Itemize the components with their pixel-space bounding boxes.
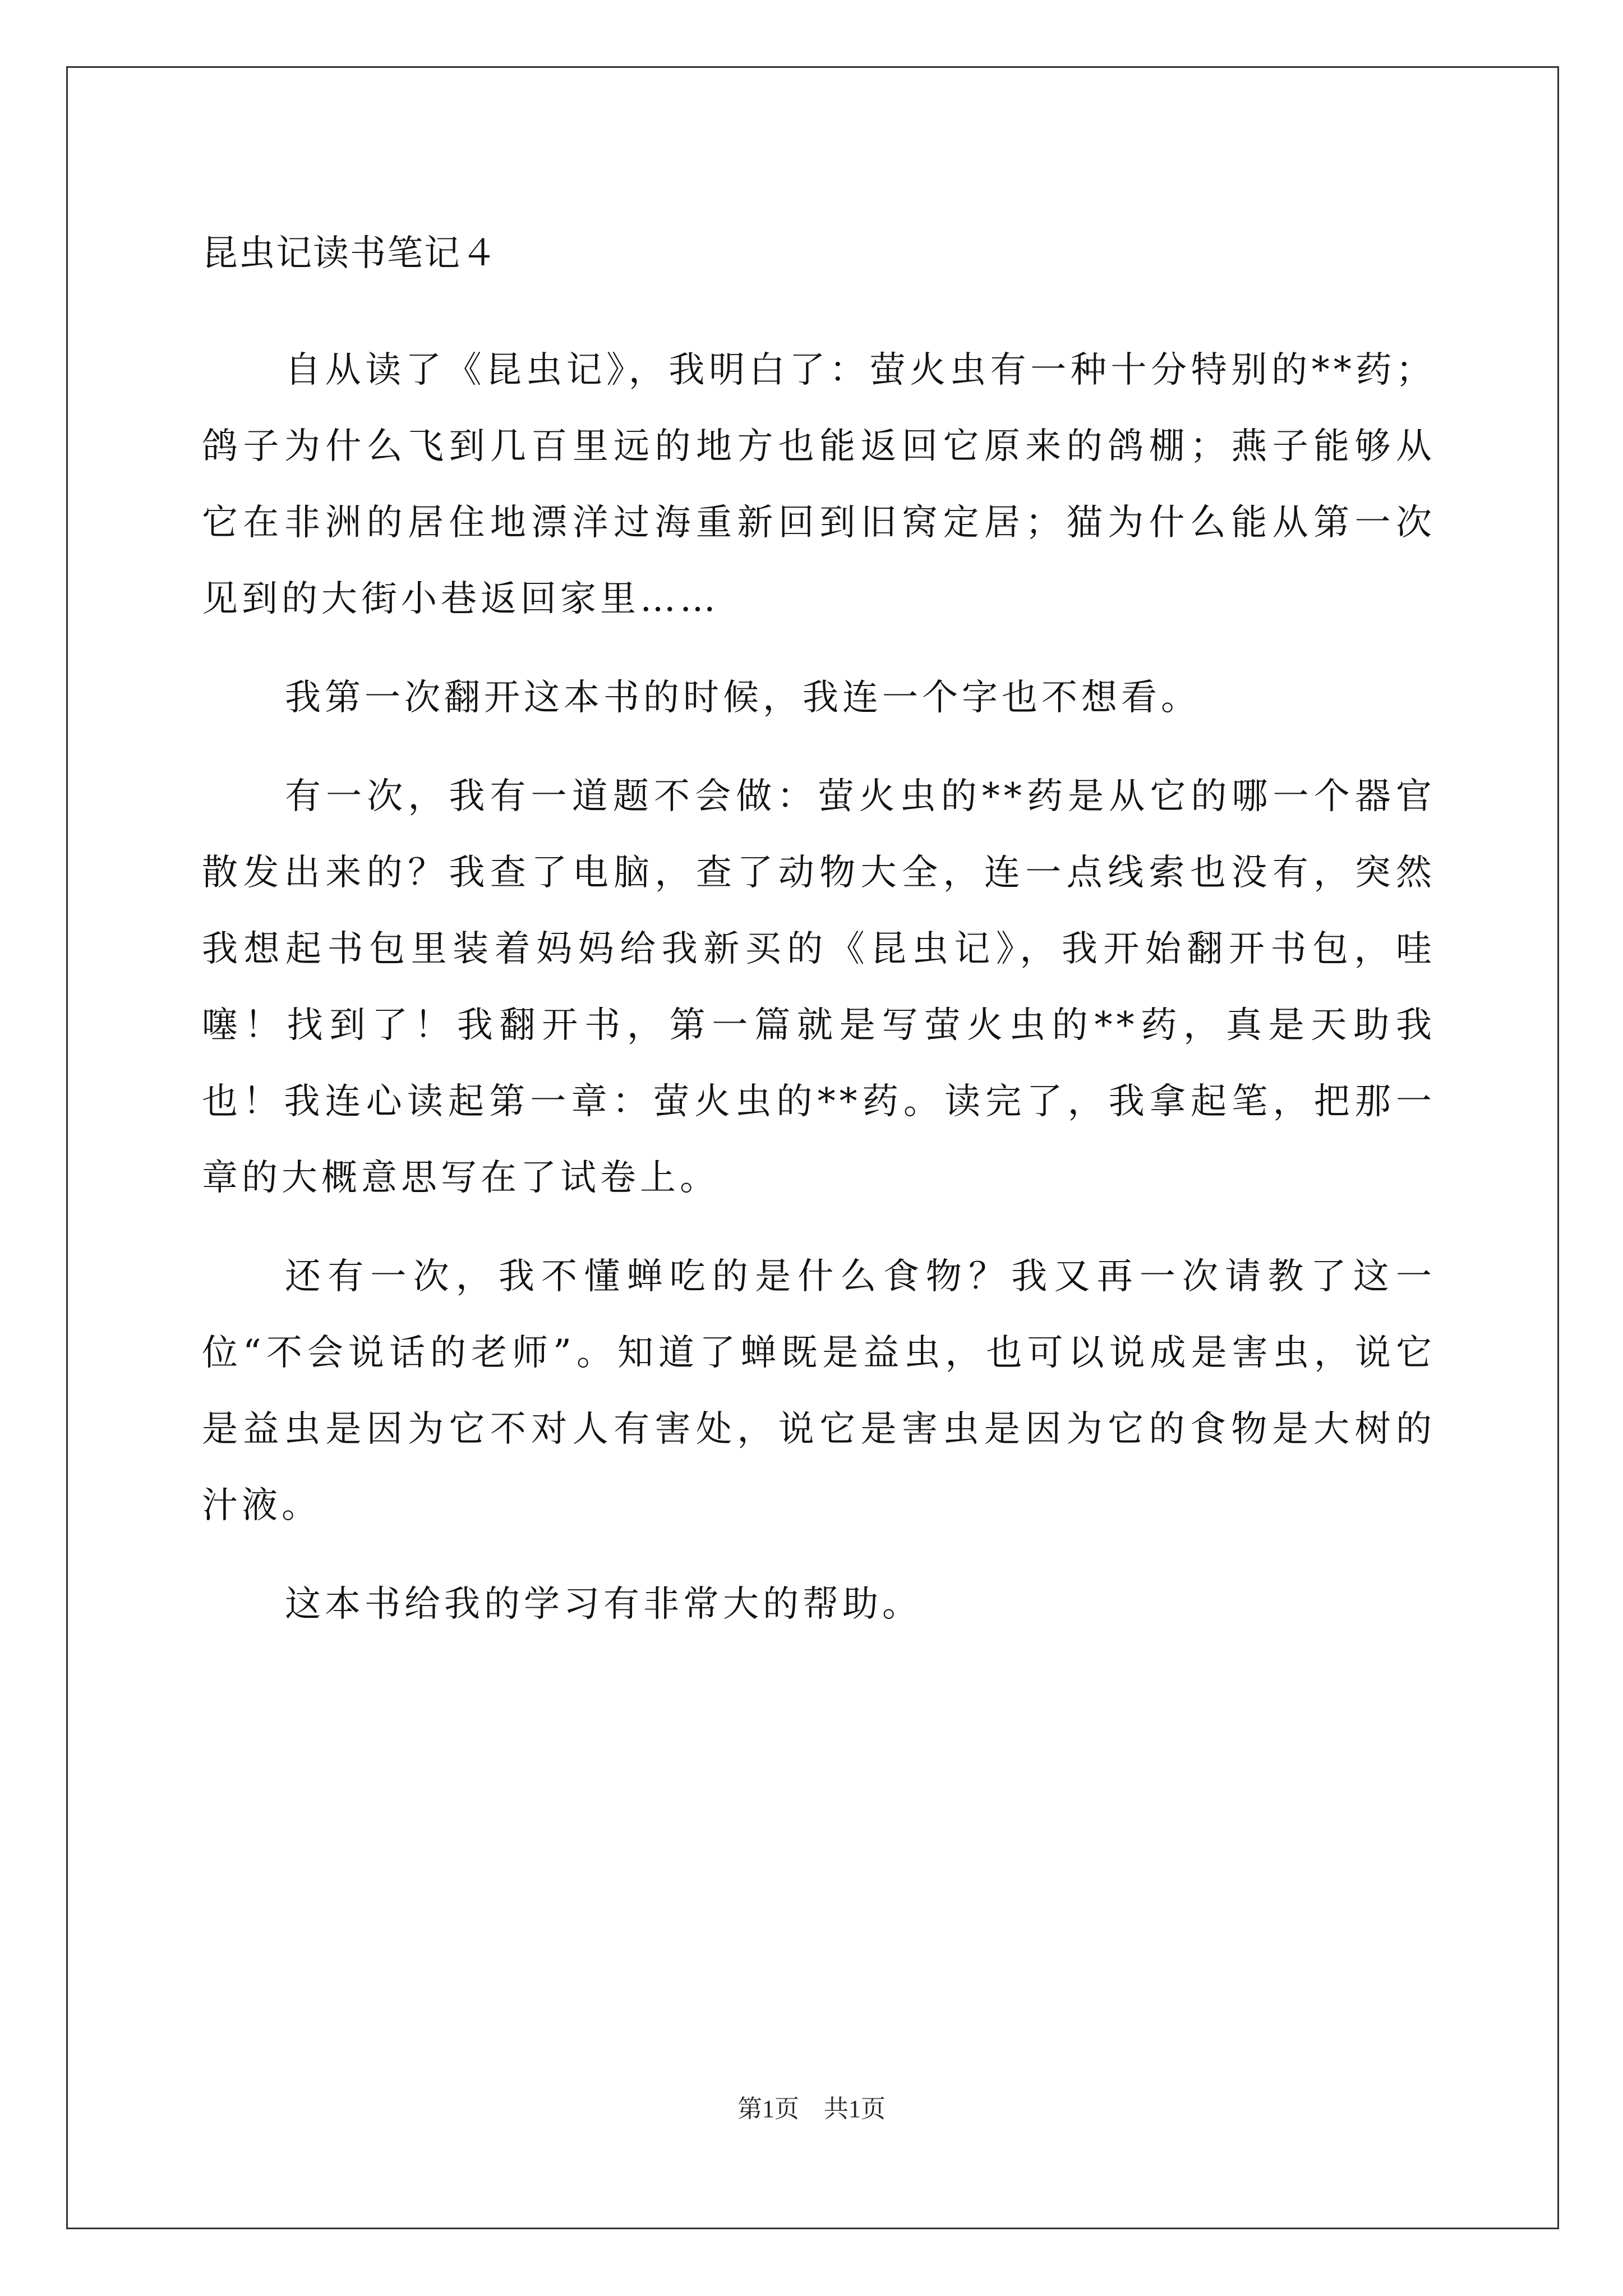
document-body: [202, 227, 1436, 1665]
paragraph-3: 有一次，我有一道题不会做：萤火虫的**药是从它的哪一个器官散发出来的？我查了电脑，查了动物大全，连一点线索也没有，突然我想起书包里装着妈妈给我新买的《昆虫记》，我开始翻开书包，哇噻！找到了！我翻开书，第一篇就是写萤火虫的**药，真是天助我也！我连心读起第一章：萤火虫的**药。读完了，我拿起笔，把那一章的大概意思写在了试卷上。: [202, 776, 1436, 1199]
document-title: 昆虫记读书笔记４: [202, 233, 498, 274]
paragraph-5: 这本书给我的学习有非常大的帮助。: [285, 1584, 922, 1625]
page-footer: 第1页 共1页: [737, 2095, 886, 2123]
paragraph-4: 还有一次，我不懂蝉吃的是什么食物？我又再一次请教了这一位“不会说话的老师”。知道了蝉既是益虫，也可以说成是害虫，说它是益虫是因为它不对人有害处，说它是害虫是因为它的食物是大树的汁液。: [202, 1256, 1436, 1526]
paragraph-2: 我第一次翻开这本书的时候，我连一个字也不想看。: [285, 677, 1201, 719]
paragraph-1: 自从读了《昆虫记》，我明白了：萤火虫有一种十分特别的**药；鸽子为什么飞到几百里远的地方也能返回它原来的鸽棚；燕子能够从它在非洲的居住地漂洋过海重新回到旧窝定居；猫为什么能从第一次见到的大街小巷返回家里……: [202, 349, 1436, 620]
